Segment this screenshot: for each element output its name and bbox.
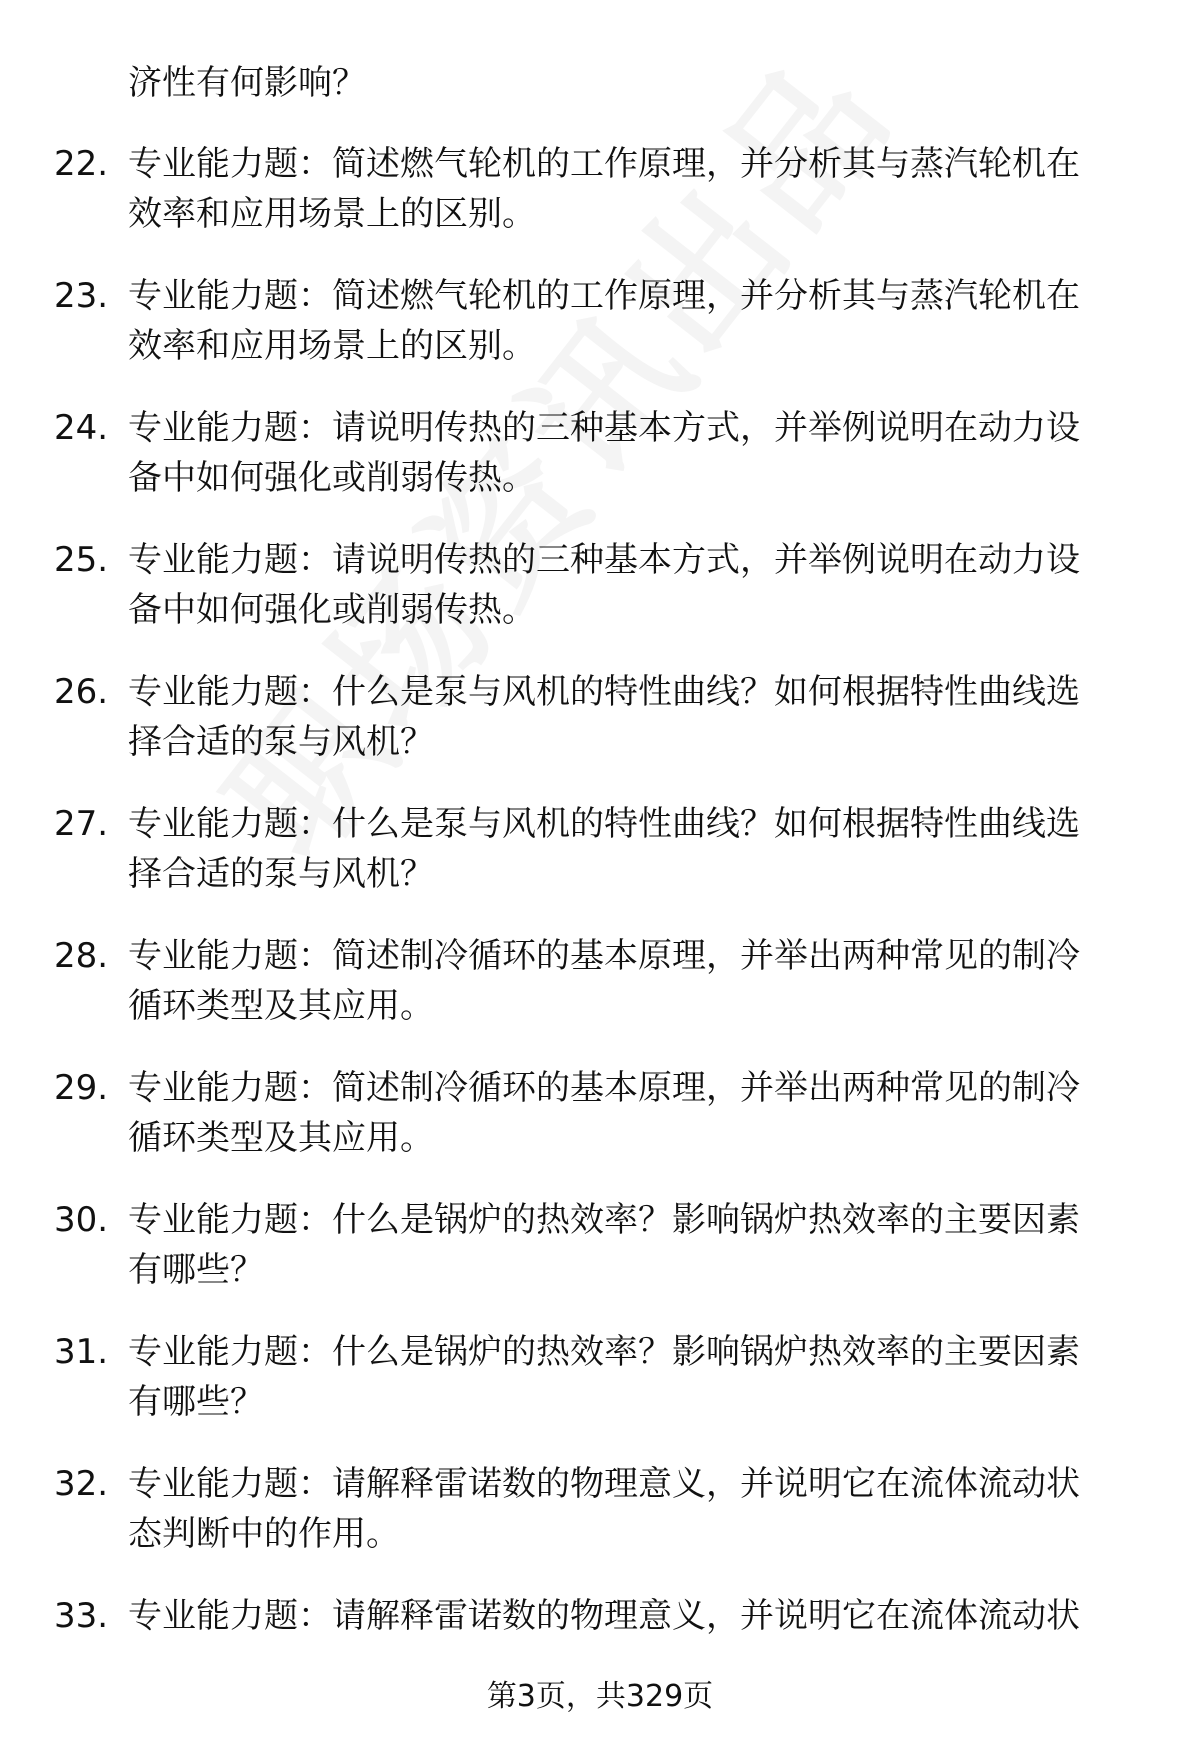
question-number: 32. <box>54 1464 109 1504</box>
question-item <box>0 139 1200 271</box>
question-text-line: 效率和应用场景上的区别。 <box>128 194 536 234</box>
question-number: 23. <box>54 276 109 316</box>
page-footer: 第3页，共329页 <box>486 1679 714 1714</box>
question-text-line: 择合适的泵与风机？ <box>128 854 434 894</box>
question-item <box>0 1063 1200 1195</box>
question-number: 33. <box>54 1596 109 1636</box>
continued-question-text: 济性有何影响？ <box>128 63 366 103</box>
question-text-line: 循环类型及其应用。 <box>128 1118 434 1158</box>
question-text-line: 有哪些？ <box>128 1250 264 1290</box>
question-text <box>128 1591 1148 1641</box>
question-text <box>128 799 1148 899</box>
question-number: 31. <box>54 1332 109 1372</box>
question-text-line: 专业能力题：简述燃气轮机的工作原理，并分析其与蒸汽轮机在 <box>128 144 1080 184</box>
question-item <box>0 667 1200 799</box>
question-text-line: 态判断中的作用。 <box>128 1514 400 1554</box>
question-item <box>0 535 1200 667</box>
question-number: 25. <box>54 540 109 580</box>
question-text-line: 专业能力题：什么是泵与风机的特性曲线？如何根据特性曲线选 <box>128 672 1080 712</box>
question-item <box>0 931 1200 1063</box>
question-text-line: 专业能力题：请解释雷诺数的物理意义，并说明它在流体流动状 <box>128 1596 1080 1636</box>
question-text-line: 专业能力题：什么是泵与风机的特性曲线？如何根据特性曲线选 <box>128 804 1080 844</box>
question-item <box>0 1195 1200 1327</box>
question-text-line: 专业能力题：什么是锅炉的热效率？影响锅炉热效率的主要因素 <box>128 1332 1080 1372</box>
question-item <box>0 1459 1200 1591</box>
question-list <box>0 139 1200 1723</box>
question-text <box>128 403 1148 503</box>
question-text-line: 专业能力题：简述燃气轮机的工作原理，并分析其与蒸汽轮机在 <box>128 276 1080 316</box>
question-text <box>128 139 1148 239</box>
question-text-line: 备中如何强化或削弱传热。 <box>128 590 536 630</box>
question-item <box>0 271 1200 403</box>
question-text-line: 专业能力题：什么是锅炉的热效率？影响锅炉热效率的主要因素 <box>128 1200 1080 1240</box>
question-text-line: 效率和应用场景上的区别。 <box>128 326 536 366</box>
question-text-line: 专业能力题：简述制冷循环的基本原理，并举出两种常见的制冷 <box>128 936 1080 976</box>
question-text-line: 专业能力题：请说明传热的三种基本方式，并举例说明在动力设 <box>128 408 1080 448</box>
question-text-line: 循环类型及其应用。 <box>128 986 434 1026</box>
question-number: 28. <box>54 936 109 976</box>
question-text <box>128 1063 1148 1163</box>
question-text-line: 择合适的泵与风机？ <box>128 722 434 762</box>
question-number: 24. <box>54 408 109 448</box>
question-item <box>0 1327 1200 1459</box>
question-item <box>0 403 1200 535</box>
question-text-line: 专业能力题：请说明传热的三种基本方式，并举例说明在动力设 <box>128 540 1080 580</box>
question-number: 22. <box>54 144 109 184</box>
question-text <box>128 1459 1148 1559</box>
question-text <box>128 667 1148 767</box>
question-number: 29. <box>54 1068 109 1108</box>
question-text-line: 备中如何强化或削弱传热。 <box>128 458 536 498</box>
question-number: 27. <box>54 804 109 844</box>
question-text <box>128 535 1148 635</box>
question-text <box>128 1195 1148 1295</box>
question-text <box>128 931 1148 1031</box>
question-text <box>128 1327 1148 1427</box>
question-text-line: 有哪些？ <box>128 1382 264 1422</box>
question-number: 26. <box>54 672 109 712</box>
question-text-line: 专业能力题：简述制冷循环的基本原理，并举出两种常见的制冷 <box>128 1068 1080 1108</box>
question-item <box>0 799 1200 931</box>
question-number: 30. <box>54 1200 109 1240</box>
question-text-line: 专业能力题：请解释雷诺数的物理意义，并说明它在流体流动状 <box>128 1464 1080 1504</box>
question-text <box>128 271 1148 371</box>
